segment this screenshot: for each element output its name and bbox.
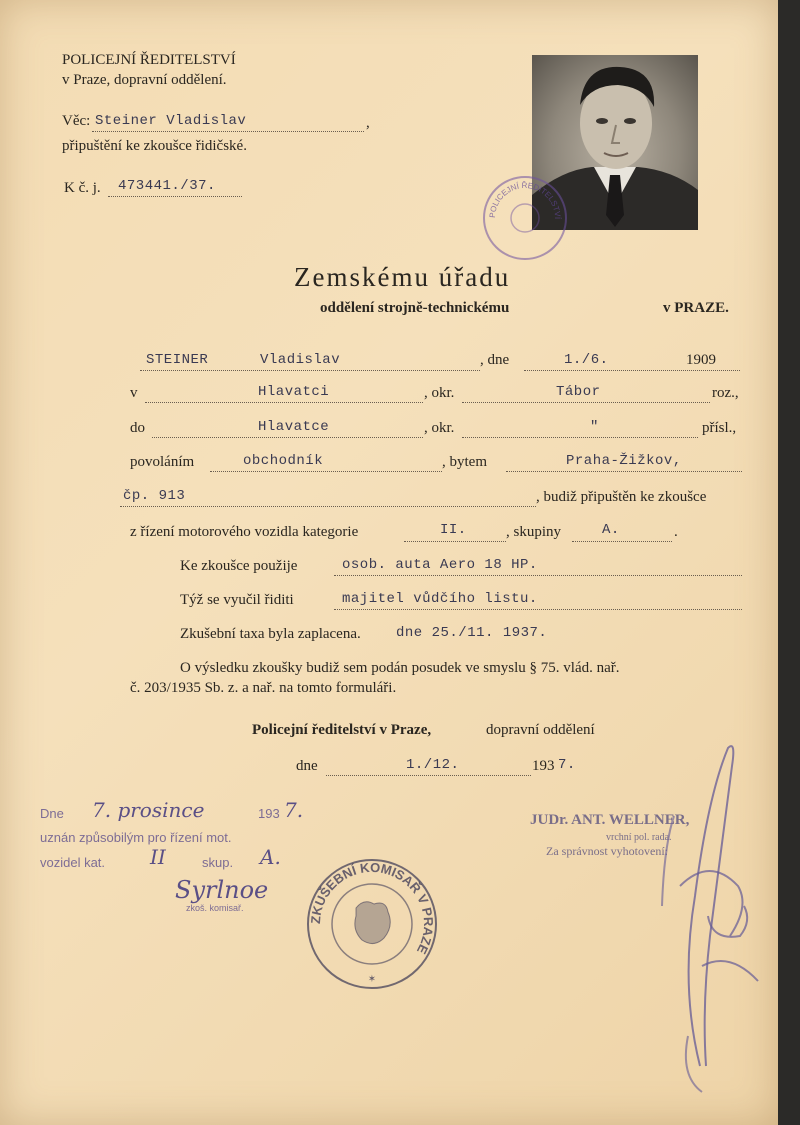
exam-dne-hand: 7. prosince xyxy=(92,798,205,822)
addressee-title: Zemskému úřadu xyxy=(294,262,511,292)
authority-bold: Policejní ředitelství v Praze, xyxy=(252,722,432,738)
issue-date: 1./12. xyxy=(406,757,460,773)
org-line1: POLICEJNÍ ŘEDITELSTVÍ xyxy=(62,52,236,68)
domicile: Hlavatce xyxy=(258,419,330,435)
tyz-value: majitel vůdčího listu. xyxy=(342,591,538,607)
kcj-value: 473441./37. xyxy=(118,178,216,194)
exam-uznan: uznán způsobilým pro řízení mot. xyxy=(40,830,232,845)
kcj-dotted-line xyxy=(108,196,242,197)
povolanim-label: povoláním xyxy=(130,454,195,470)
svg-text:POLICEJNÍ ŘEDITELSTVÍ xyxy=(488,181,562,220)
exam-year-prefix: 193 xyxy=(258,806,280,821)
domicile-district: " xyxy=(590,419,599,435)
scan-edge xyxy=(778,0,800,1125)
vysledek-line2: č. 203/1935 Sb. z. a nař. na tomto formuláři. xyxy=(130,680,397,696)
vehicle: osob. auta Aero 18 HP. xyxy=(342,557,538,573)
roz-label: roz., xyxy=(712,385,739,401)
official-rank: vrchní pol. rada. xyxy=(606,832,672,843)
residence: Praha-Žižkov, xyxy=(566,453,682,469)
official-correctness: Za správnost vyhotovení: xyxy=(546,844,668,858)
exam-dne-label: Dne xyxy=(40,806,64,821)
exam-skup-label: skup. xyxy=(202,855,234,870)
official-signature xyxy=(640,736,770,1096)
exam-kat-hand: II xyxy=(150,845,166,869)
budiz-text: , budiž připuštěn ke zkoušce xyxy=(536,489,707,505)
exam-vozidel-label: vozidel kat. xyxy=(40,855,106,870)
exam-skup-hand: A. xyxy=(260,845,281,869)
tyz-label: Týž se vyučil řiditi xyxy=(180,592,294,608)
row6-end: . xyxy=(674,524,678,540)
rizeni-text: z řízení motorového vozidla kategorie xyxy=(130,524,359,540)
svg-text:✶: ✶ xyxy=(367,974,377,985)
photo-stamp-text: POLICEJNÍ ŘEDITELSTVÍ xyxy=(487,180,563,220)
birth-place: Hlavatci xyxy=(258,384,330,400)
occupation: obchodník xyxy=(243,453,324,469)
street: čp. 913 xyxy=(123,488,186,504)
taxa-date: dne 25./11. 1937. xyxy=(396,625,548,641)
v-label: v xyxy=(130,385,138,401)
vec-label: Věc: xyxy=(62,113,91,129)
addressee-city: v PRAZE. xyxy=(663,300,729,316)
do-label: do xyxy=(130,420,145,436)
round-stamp-text: ZKUŠEBNÍ KOMISAŘ V PRAZE xyxy=(307,859,437,957)
skupiny-label: , skupiny xyxy=(506,524,562,540)
taxa-label: Zkušební taxa byla zaplacena. xyxy=(180,626,361,642)
okr-label-2: , okr. xyxy=(424,420,455,436)
examiner-signature: Syrlnoe xyxy=(175,876,269,904)
dne-label: , dne xyxy=(480,352,510,368)
group: A. xyxy=(602,522,620,538)
birth-district: Tábor xyxy=(556,384,601,400)
prisl-label: přísl., xyxy=(702,420,737,436)
vec-value: Steiner Vladislav xyxy=(95,113,247,129)
vec-line2: připuštění ke zkoušce řidičské. xyxy=(62,138,247,154)
org-line2: v Praze, dopravní oddělení. xyxy=(62,72,227,88)
okr-label-1: , okr. xyxy=(424,385,455,401)
birth-date: 1./6. xyxy=(564,352,609,368)
authority-rest: dopravní oddělení xyxy=(486,722,595,738)
closing-year-suffix: 7. xyxy=(558,757,576,773)
kcj-label: K č. j. xyxy=(64,180,101,196)
official-name: JUDr. ANT. WELLNER, xyxy=(530,812,690,828)
vec-comma: , xyxy=(366,115,370,131)
closing-dne-label: dne xyxy=(296,758,318,774)
surname: STEINER xyxy=(146,352,209,368)
vehicle-label: Ke zkoušce použije xyxy=(180,558,298,574)
exam-year-hand: 7. xyxy=(284,798,304,822)
firstname: Vladislav xyxy=(260,352,341,368)
vec-dotted-line xyxy=(92,131,364,132)
birth-year: 1909 xyxy=(686,352,716,368)
vysledek-line1: O výsledku zkoušky budiž sem podán posudek ve smyslu § 75. vlád. nař. xyxy=(180,660,620,676)
examiner-round-stamp xyxy=(304,856,440,992)
category: II. xyxy=(440,522,467,538)
addressee-subtitle: oddělení strojně-technickému xyxy=(320,300,510,316)
photo-stamp xyxy=(483,176,567,260)
closing-year-prefix: 193 xyxy=(532,758,555,774)
bytem-label: , bytem xyxy=(442,454,487,470)
exam-komisar-label: zkoš. komisař. xyxy=(186,903,244,913)
